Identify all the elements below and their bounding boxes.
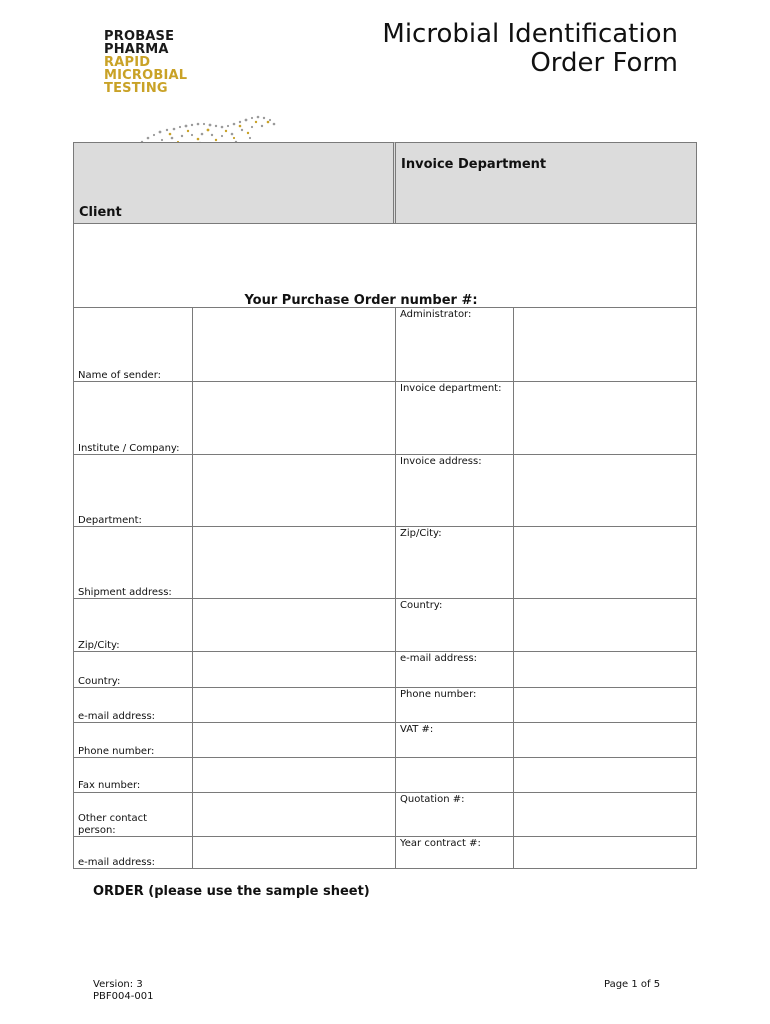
invoice-label-cell	[395, 757, 514, 793]
invoice-department-heading: Invoice Department	[401, 157, 547, 172]
invoice-label-cell	[395, 454, 514, 527]
invoice-label-cell	[395, 836, 514, 869]
order-form	[73, 142, 697, 869]
client-field-shipment-address: Shipment address:	[78, 587, 172, 598]
invoice-field-administrator: Administrator:	[400, 309, 472, 320]
invoice-field-phone: Phone number:	[400, 689, 477, 700]
client-field-department: Department:	[78, 515, 142, 526]
client-label-cell	[73, 598, 193, 652]
client-field-zip-city: Zip/City:	[78, 640, 120, 651]
purchase-order-cell[interactable]	[73, 223, 697, 308]
fax-input[interactable]	[192, 757, 396, 793]
country-input[interactable]	[192, 651, 396, 688]
client-field-name-of-sender: Name of sender:	[78, 370, 162, 381]
invoice-label-cell	[395, 598, 514, 652]
invoice-field-year-contract: Year contract #:	[400, 838, 481, 849]
administrator-input[interactable]	[513, 307, 697, 382]
shipment-address-input[interactable]	[192, 526, 396, 599]
client-label-cell	[73, 836, 193, 869]
client-field-institute: Institute / Company:	[78, 443, 180, 454]
client-label-cell	[73, 307, 193, 382]
invoice-field-email: e-mail address:	[400, 653, 478, 664]
email-input[interactable]	[192, 687, 396, 723]
logo-line-4: MICROBIAL	[104, 68, 188, 83]
invoice-field-zip-city: Zip/City:	[400, 528, 442, 539]
invoice-phone-input[interactable]	[513, 687, 697, 723]
institute-input[interactable]	[192, 381, 396, 455]
sender-name-input[interactable]	[192, 307, 396, 382]
order-heading: ORDER (please use the sample sheet)	[93, 884, 370, 899]
quotation-input[interactable]	[513, 792, 697, 837]
form-title	[382, 20, 678, 78]
document-code: PBF004-001	[93, 991, 154, 1002]
logo-line-1: PROBASE	[104, 29, 175, 44]
client-field-country: Country:	[78, 676, 121, 687]
blank-input[interactable]	[513, 757, 697, 793]
client-label-cell	[73, 454, 193, 527]
client-field-other-email: e-mail address:	[78, 857, 156, 868]
invoice-label-cell	[395, 651, 514, 688]
other-contact-input[interactable]	[192, 792, 396, 837]
invoice-field-invoice-department: Invoice department:	[400, 383, 502, 394]
invoice-country-input[interactable]	[513, 598, 697, 652]
invoice-label-cell	[395, 526, 514, 599]
purchase-order-label: Your Purchase Order number #:	[244, 293, 478, 308]
client-label-cell	[73, 381, 193, 455]
client-label-cell	[73, 757, 193, 793]
phone-input[interactable]	[192, 722, 396, 758]
form-title-line-2: Order Form	[530, 48, 678, 78]
invoice-label-cell	[395, 792, 514, 837]
form-title-line-1: Microbial Identification	[382, 19, 678, 49]
logo-line-2: PHARMA	[104, 42, 169, 57]
invoice-label-cell	[395, 381, 514, 455]
logo-line-3: RAPID	[104, 55, 151, 70]
year-contract-input[interactable]	[513, 836, 697, 869]
invoice-department-input[interactable]	[513, 381, 697, 455]
zip-city-input[interactable]	[192, 598, 396, 652]
other-email-input[interactable]	[192, 836, 396, 869]
logo-line-5: TESTING	[104, 81, 168, 96]
client-heading: Client	[79, 205, 122, 220]
invoice-field-vat: VAT #:	[400, 724, 434, 735]
invoice-email-input[interactable]	[513, 651, 697, 688]
client-header-cell	[73, 142, 395, 224]
client-label-cell	[73, 792, 193, 837]
client-label-cell	[73, 526, 193, 599]
vat-input[interactable]	[513, 722, 697, 758]
invoice-field-quotation: Quotation #:	[400, 794, 465, 805]
client-field-fax: Fax number:	[78, 780, 141, 791]
client-label-cell	[73, 687, 193, 723]
invoice-label-cell	[395, 722, 514, 758]
client-field-phone: Phone number:	[78, 746, 155, 757]
invoice-address-input[interactable]	[513, 454, 697, 527]
invoice-label-cell	[395, 687, 514, 723]
invoice-header-cell	[393, 142, 697, 224]
invoice-field-country: Country:	[400, 600, 443, 611]
version-label: Version: 3	[93, 979, 143, 990]
client-label-cell	[73, 651, 193, 688]
client-label-cell	[73, 722, 193, 758]
invoice-label-cell	[395, 307, 514, 382]
invoice-zip-city-input[interactable]	[513, 526, 697, 599]
footer-version	[93, 979, 153, 1003]
client-field-email: e-mail address:	[78, 711, 156, 722]
client-field-other-contact: Other contact person:	[78, 813, 147, 836]
company-logo	[104, 30, 294, 140]
department-input[interactable]	[192, 454, 396, 527]
invoice-field-invoice-address: Invoice address:	[400, 456, 482, 467]
page-number: Page 1 of 5	[604, 979, 661, 990]
